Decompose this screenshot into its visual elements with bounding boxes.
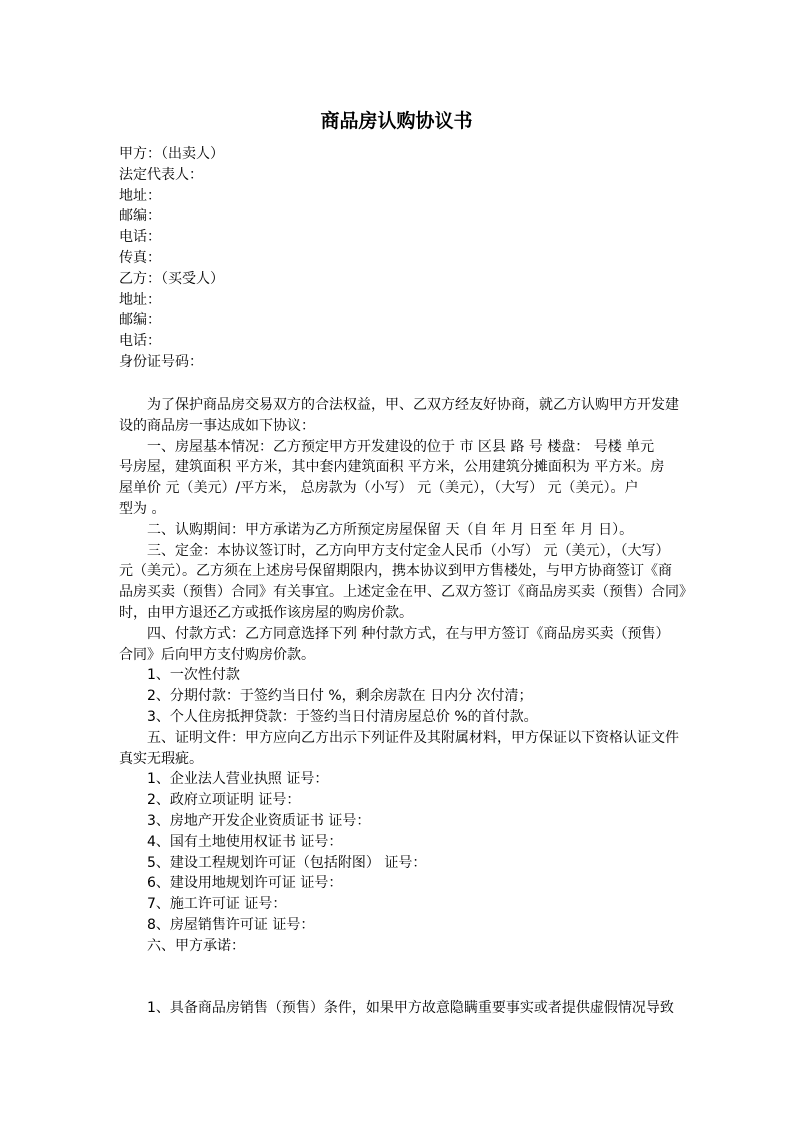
promises-section: [119, 998, 679, 1019]
legal-representative-field: 法定代表人：: [119, 166, 203, 183]
certificate-item: 5、建设工程规划许可证（包括附图） 证号：: [147, 854, 427, 871]
certificate-item: 7、施工许可证 证号：: [147, 896, 287, 913]
party-a-label: 甲方：（出卖人）: [119, 146, 224, 162]
party-b-label: 乙方：（买受人）: [119, 270, 224, 287]
section-3-line: 时，由甲方退还乙方或抵作该房屋的购房价款。: [119, 604, 413, 621]
promise-item: 1、具备商品房销售（预售）条件，如果甲方故意隐瞒重要事实或者提供虚假情况导致: [147, 1000, 674, 1016]
payment-item: 1、一次性付款: [147, 667, 240, 684]
certificate-item: 2、政府立项证明 证号：: [147, 792, 301, 809]
certificate-item: 1、企业法人营业执照 证号：: [147, 771, 329, 788]
payment-item: 2、分期付款：于签约当日付 %，剩余房款在 日内分 次付清；: [147, 688, 533, 705]
document-title: 商品房认购协议书: [320, 110, 473, 132]
section-4-line: 合同》后向甲方支付购房价款。: [119, 646, 315, 663]
section-1-line: 号房屋，建筑面积 平方米，其中套内建筑面积 平方米，公用建筑分摊面积为 平方米。房: [119, 459, 665, 476]
section-3-line: 三、定金：本协议签订时，乙方向甲方支付定金人民币（小写） 元（美元），（大写）: [147, 542, 670, 559]
section-3-line: 品房买卖（预售）合同》有关事宜。上述定金在甲、乙双方签订《商品房买卖（预售）合同》: [119, 584, 693, 601]
party-a-phone-field: 电话：: [119, 229, 161, 246]
section-4-line: 四、付款方式：乙方同意选择下列 种付款方式，在与甲方签订《商品房买卖（预售）: [147, 625, 670, 642]
certificate-item: 6、建设用地规划许可证 证号：: [147, 875, 343, 892]
certificate-item: 3、房地产开发企业资质证书 证号：: [147, 812, 371, 829]
party-b-address-field: 地址：: [119, 291, 161, 308]
section-5-line: 真实无瑕疵。: [119, 750, 203, 767]
section-1-line: 一、房屋基本情况：乙方预定甲方开发建设的位于 市 区县 路 号 楼盘： 号楼 单元: [147, 438, 655, 455]
party-a-address-field: 地址：: [119, 187, 161, 204]
section-2-line: 二、认购期间：甲方承诺为乙方所预定房屋保留 天（自 年 月 日至 年 月 日）。: [147, 521, 634, 538]
party-b-phone-field: 电话：: [119, 333, 161, 350]
section-6-heading: 六、甲方承诺：: [147, 937, 245, 954]
party-b-postcode-field: 邮编：: [119, 312, 161, 329]
intro-line: 设的商品房一事达成如下协议：: [119, 417, 315, 434]
certificate-item: 8、房屋销售许可证 证号：: [147, 916, 315, 933]
intro-line: 为了保护商品房交易双方的合法权益，甲、乙双方经友好协商，就乙方认购甲方开发建: [147, 397, 679, 413]
section-1-line: 屋单价 元（美元）/平方米， 总房款为（小写） 元（美元），（大写） 元（美元）。户: [119, 480, 639, 497]
party-a-fax-field: 传真：: [119, 249, 161, 266]
section-3-line: 元（美元）。乙方须在上述房号保留期限内，携本协议到甲方售楼处，与甲方协商签订《商: [119, 563, 672, 580]
agreement-body: [119, 395, 693, 957]
parties-section: [119, 144, 679, 373]
payment-item: 3、个人住房抵押贷款：于签约当日付清房屋总价 %的首付款。: [147, 708, 538, 725]
party-b-id-number-field: 身份证号码：: [119, 353, 203, 370]
certificate-item: 4、国有土地使用权证书 证号：: [147, 833, 343, 850]
section-5-line: 五、证明文件：甲方应向乙方出示下列证件及其附属材料，甲方保证以下资格认证文件: [147, 729, 679, 746]
section-1-line: 型为 。: [119, 500, 166, 517]
party-a-postcode-field: 邮编：: [119, 208, 161, 225]
